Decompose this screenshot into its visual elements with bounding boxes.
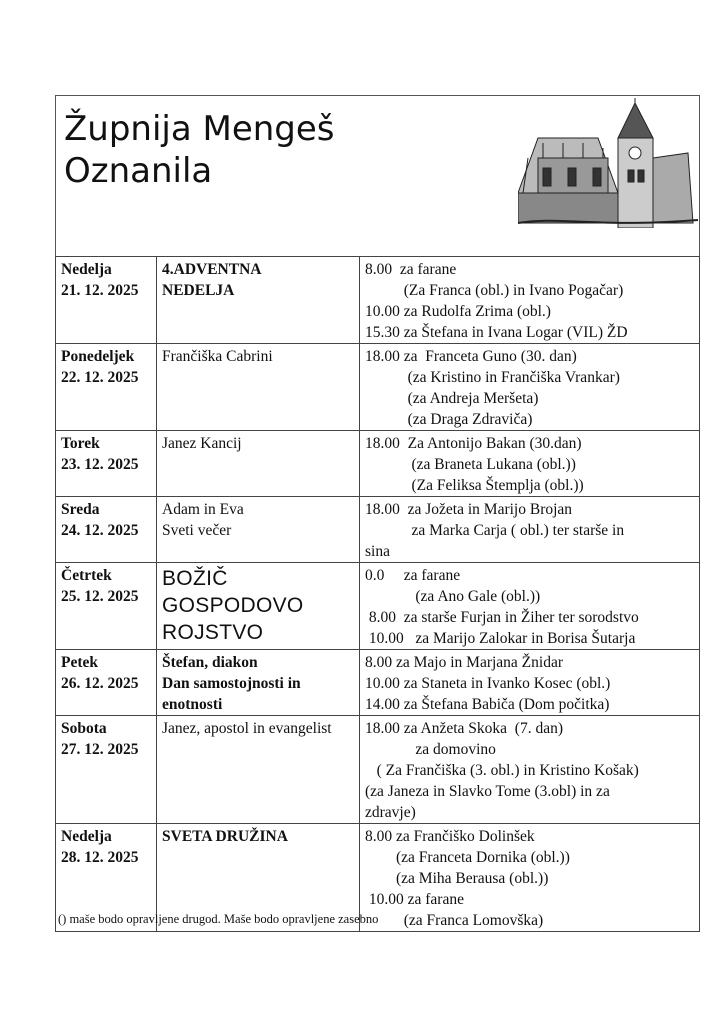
feast-line: Frančiška Cabrini [162,348,273,365]
mass-line: ( Za Frančiška (3. obl.) in Kristino Košak) [365,762,639,779]
feast-line: SVETA DRUŽINA [162,828,288,845]
day-cell [56,431,157,497]
mass-line: (za Draga Zdraviča) [365,411,533,428]
mass-line: 15.30 za Štefana in Ivana Logar (VIL) ŽD [365,324,628,341]
mass-line: 8.00 za starše Furjan in Žiher ter sorodstvo [365,609,639,626]
day-name: Nedelja [61,261,112,278]
mass-line: 18.00 Za Antonijo Bakan (30.dan) [365,435,582,452]
feast-cell [157,563,360,650]
day-cell [56,650,157,716]
mass-line: 10.00 za Marijo Zalokar in Borisa Šutarja [365,630,636,647]
mass-line: 0.0 za farane [365,567,461,584]
mass-line: (Za Feliksa Štemplja (obl.)) [365,477,584,494]
feast-line: NEDELJA [162,282,235,299]
feast-line: Adam in Eva [162,501,244,518]
feast-line: GOSPODOVO [162,594,304,617]
document-title: Oznanila [64,151,213,191]
day-date: 28. 12. 2025 [61,849,139,866]
schedule-row [56,716,700,824]
mass-line: 10.00 za farane [365,891,464,908]
feast-cell [157,716,360,824]
masses-cell [360,563,700,650]
masses-cell [360,650,700,716]
masses-cell [360,257,700,344]
mass-line: zdravje) [365,804,416,821]
mass-line: 10.00 za Rudolfa Zrima (obl.) [365,303,551,320]
feast-cell [157,497,360,563]
day-date: 23. 12. 2025 [61,456,139,473]
mass-line: 18.00 za Anžeta Skoka (7. dan) [365,720,563,737]
masses-cell [360,497,700,563]
feast-line: Sveti večer [162,522,232,539]
day-cell [56,716,157,824]
schedule-row [56,431,700,497]
masses-cell [360,824,700,932]
day-name: Torek [61,435,100,452]
day-name: Četrtek [61,567,112,584]
mass-line: (za Andreja Meršeta) [365,390,539,407]
day-name: Sobota [61,720,107,737]
feast-line: Janez, apostol in evangelist [162,720,332,737]
mass-line: sina [365,543,390,560]
feast-line: BOŽIČ [162,567,228,590]
feast-cell [157,344,360,431]
mass-line: (Za Franca (obl.) in Ivano Pogačar) [365,282,624,299]
mass-line: (za Miha Berausa (obl.)) [365,870,549,887]
feast-line: Janez Kancij [162,435,242,452]
schedule-row [56,344,700,431]
feast-cell [157,431,360,497]
feast-line: ROJSTVO [162,621,264,644]
day-date: 27. 12. 2025 [61,741,139,758]
mass-line: 8.00 za Majo in Marjana Žnidar [365,654,563,671]
schedule-row [56,650,700,716]
feast-cell [157,650,360,716]
mass-line: (za Franceta Dornika (obl.)) [365,849,570,866]
day-cell [56,497,157,563]
mass-line: 10.00 za Staneta in Ivanko Kosec (obl.) [365,675,611,692]
mass-line: 18.00 za Jožeta in Marijo Brojan [365,501,573,518]
day-date: 25. 12. 2025 [61,588,139,605]
schedule-row [56,257,700,344]
feast-line: Dan samostojnosti in [162,675,301,692]
mass-line: (za Braneta Lukana (obl.)) [365,456,576,473]
day-date: 21. 12. 2025 [61,282,139,299]
day-name: Sreda [61,501,100,518]
feast-cell [157,257,360,344]
masses-cell [360,431,700,497]
mass-line: 8.00 za Frančiško Dolinšek [365,828,535,845]
day-name: Ponedeljek [61,348,135,365]
day-date: 22. 12. 2025 [61,369,139,386]
day-name: Petek [61,654,99,671]
feast-line: enotnosti [162,696,223,713]
day-date: 24. 12. 2025 [61,522,139,539]
church-illustration [518,98,698,228]
footer-note: () maše bodo opravljene drugod. Maše bodo opravljene zasebno [58,912,379,926]
masses-cell [360,344,700,431]
day-date: 26. 12. 2025 [61,675,139,692]
mass-line: (za Ano Gale (obl.)) [365,588,541,605]
parish-name: Župnija Mengeš [64,109,335,149]
mass-line: 18.00 za Franceta Guno (30. dan) [365,348,577,365]
document-header [55,95,700,256]
mass-line: za domovino [365,741,496,758]
mass-line: za Marka Carja ( obl.) ter starše in [365,522,625,539]
mass-line: (za Kristino in Frančiška Vrankar) [365,369,620,386]
schedule-row [56,563,700,650]
schedule-table [55,256,700,932]
mass-line: (za Franca Lomovška) [365,912,544,929]
feast-line: Štefan, diakon [162,654,258,671]
day-cell [56,344,157,431]
schedule-row [56,497,700,563]
day-name: Nedelja [61,828,112,845]
feast-line: 4.ADVENTNA [162,261,262,278]
page-title [64,108,335,192]
mass-line: 8.00 za farane [365,261,457,278]
day-cell [56,563,157,650]
day-cell [56,257,157,344]
masses-cell [360,716,700,824]
mass-line: (za Janeza in Slavko Tome (3.obl) in za [365,783,610,800]
mass-line: 14.00 za Štefana Babiča (Dom počitka) [365,696,610,713]
